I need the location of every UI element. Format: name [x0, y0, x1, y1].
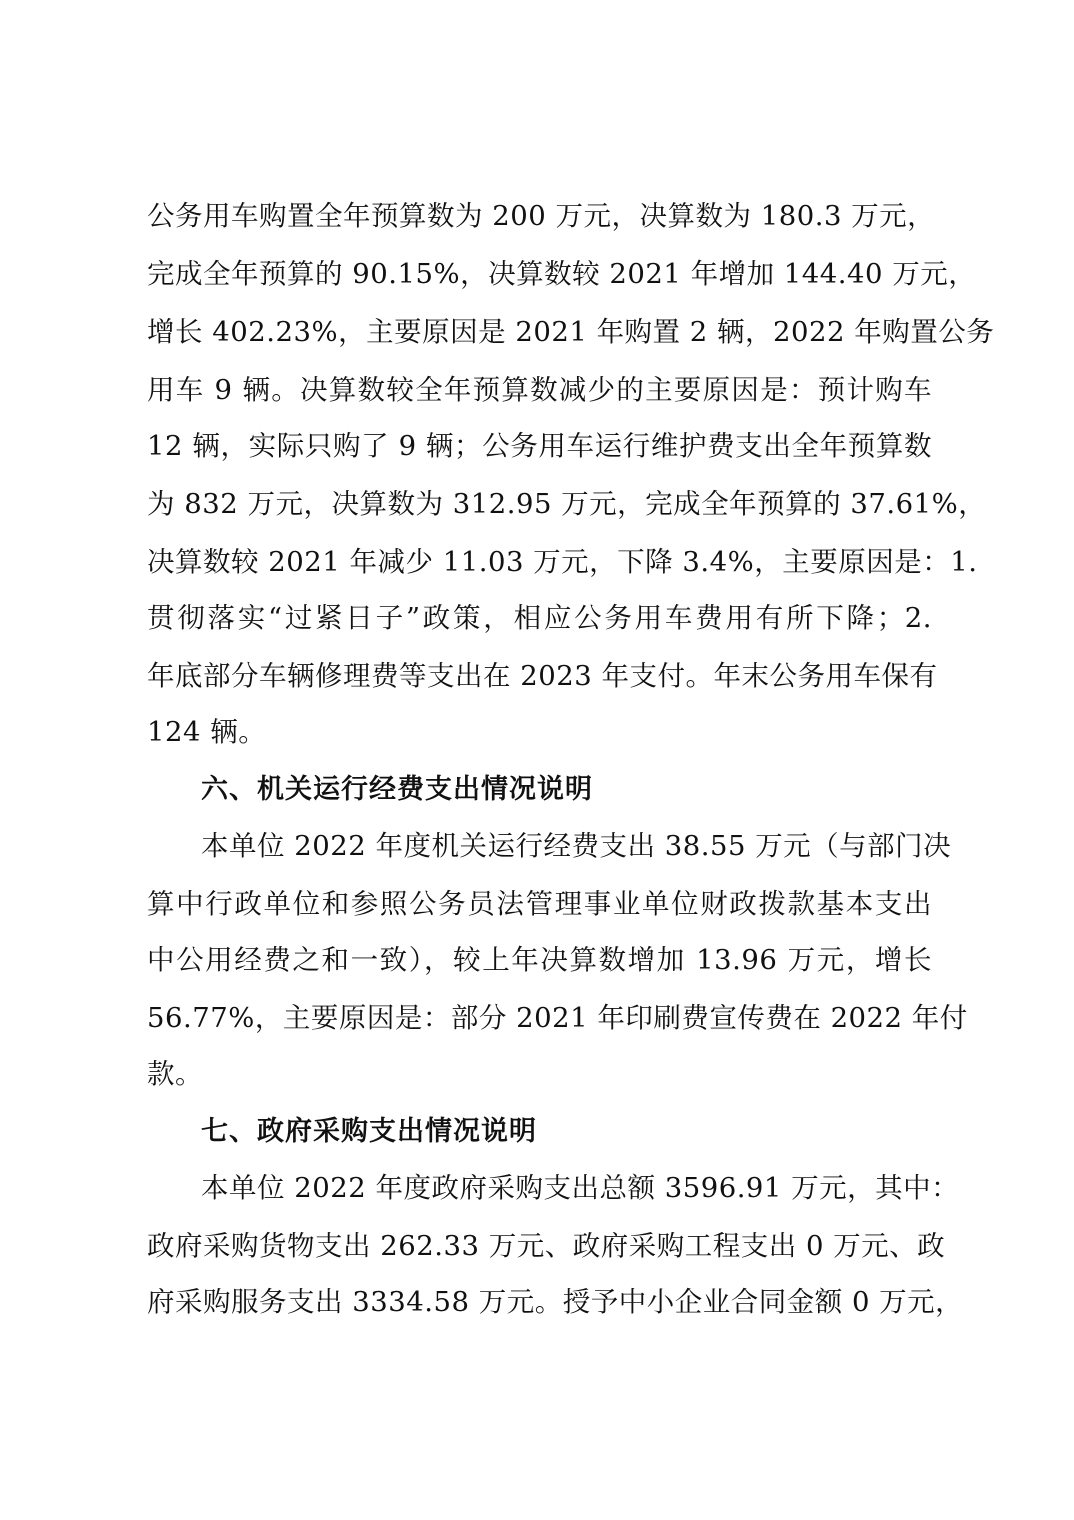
paragraph-line: 用车 9 辆。决算数较全年预算数减少的主要原因是：预计购车 [147, 374, 932, 406]
paragraph-line: 贯彻落实“过紧日子”政策，相应公务用车费用有所下降；2. [147, 602, 932, 634]
paragraph-line: 公务用车购置全年预算数为 200 万元，决算数为 180.3 万元， [147, 200, 936, 232]
section-heading-6: 六、机关运行经费支出情况说明 [201, 774, 593, 805]
paragraph-line: 年底部分车辆修理费等支出在 2023 年支付。年末公务用车保有 [147, 660, 938, 692]
paragraph-line: 中公用经费之和一致），较上年决算数增加 13.96 万元，增长 [147, 944, 932, 976]
section-heading-7: 七、政府采购支出情况说明 [201, 1116, 537, 1147]
paragraph-line: 为 832 万元，决算数为 312.95 万元，完成全年预算的 37.61%， [147, 488, 987, 520]
paragraph-line: 56.77%，主要原因是：部分 2021 年印刷费宣传费在 2022 年付 [147, 1002, 968, 1034]
paragraph-line: 政府采购货物支出 262.33 万元、政府采购工程支出 0 万元、政 [147, 1230, 946, 1262]
paragraph-line: 增长 402.23%，主要原因是 2021 年购置 2 辆，2022 年购置公务 [147, 316, 995, 348]
paragraph-line: 决算数较 2021 年减少 11.03 万元，下降 3.4%，主要原因是：1. [147, 546, 978, 578]
paragraph-line: 本单位 2022 年度机关运行经费支出 38.55 万元（与部门决 [201, 830, 952, 862]
paragraph-line: 本单位 2022 年度政府采购支出总额 3596.91 万元，其中： [201, 1172, 960, 1204]
paragraph-line: 12 辆，实际只购了 9 辆；公务用车运行维护费支出全年预算数 [147, 430, 932, 462]
paragraph-line: 124 辆。 [147, 716, 267, 748]
paragraph-line: 款。 [147, 1058, 203, 1090]
paragraph-line: 完成全年预算的 90.15%，决算数较 2021 年增加 144.40 万元， [147, 258, 977, 290]
paragraph-line: 府采购服务支出 3334.58 万元。授予中小企业合同金额 0 万元， [147, 1286, 964, 1318]
paragraph-line: 算中行政单位和参照公务员法管理事业单位财政拨款基本支出 [147, 888, 932, 920]
